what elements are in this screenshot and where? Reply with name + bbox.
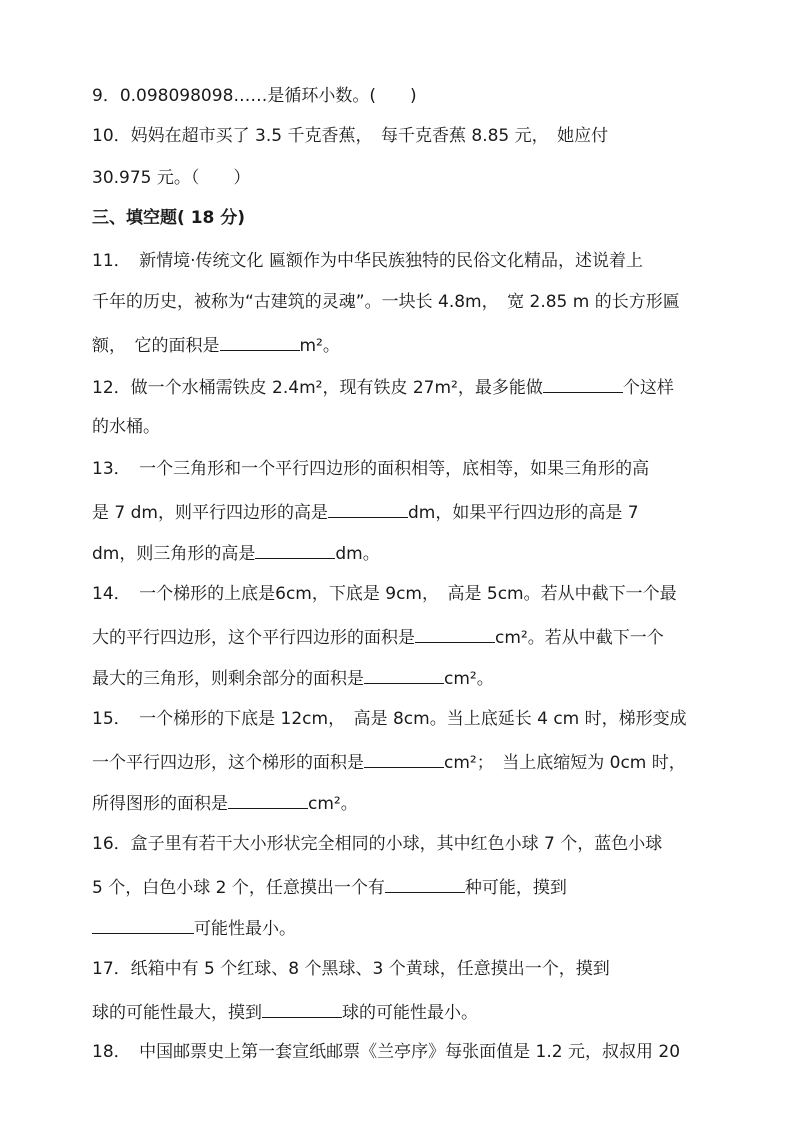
answer-blank[interactable]: [220, 332, 300, 351]
question-text: 5 个，白色小球 2 个，任意摸出一个有: [92, 878, 385, 898]
answer-blank[interactable]: [328, 499, 408, 518]
question-17-line-2: [92, 999, 706, 1025]
question-text: 所得图形的面积是: [92, 794, 228, 814]
question-text: m²。: [299, 336, 340, 356]
question-11-line-2: [92, 290, 706, 314]
question-18: [92, 1040, 706, 1064]
answer-blank[interactable]: [415, 624, 495, 643]
question-text: dm，则三角形的高是: [92, 544, 256, 564]
question-16: [92, 832, 706, 856]
question-text: 额， 它的面积是: [92, 336, 220, 356]
question-10: [92, 124, 706, 148]
question-text: cm²； 当上底缩短为 0cm 时，: [444, 753, 686, 773]
question-text: 30.975 元。（ ）: [92, 168, 251, 188]
answer-blank[interactable]: [543, 374, 623, 393]
question-13-line-3: [92, 540, 706, 566]
question-text: 大的平行四边形，这个平行四边形的面积是: [92, 628, 415, 648]
question-11-line-3: [92, 332, 706, 358]
question-text: 种可能，摸到: [464, 878, 567, 898]
question-17: [92, 957, 706, 981]
question-text: 一个平行四边形，这个梯形的面积是: [92, 753, 364, 773]
question-text: 可能性最小。: [194, 919, 296, 939]
question-text: 9．0.098098098……是循环小数。( ): [92, 86, 417, 106]
question-16-line-2: [92, 874, 706, 900]
question-12-line-2: [92, 415, 706, 439]
question-text: dm，如果平行四边形的高是 7: [407, 503, 639, 523]
question-text: 是 7 dm，则平行四边形的高是: [92, 503, 328, 523]
question-text: 10．妈妈在超市买了 3.5 千克香蕉， 每千克香蕉 8.85 元， 她应付: [92, 126, 609, 146]
question-13-line-2: [92, 499, 706, 525]
question-text: 12．做一个水桶需铁皮 2.4m²，现有铁皮 27m²，最多能做: [92, 378, 543, 398]
question-text: 17．纸箱中有 5 个红球、8 个黑球、3 个黄球，任意摸出一个，摸到: [92, 959, 610, 979]
answer-blank[interactable]: [385, 874, 465, 893]
answer-blank[interactable]: [364, 749, 444, 768]
question-text: 的水桶。: [92, 417, 160, 437]
answer-blank[interactable]: [364, 665, 444, 684]
answer-blank[interactable]: [92, 915, 194, 934]
question-14-line-3: [92, 665, 706, 691]
answer-blank[interactable]: [255, 540, 335, 559]
question-14-line-2: [92, 624, 706, 650]
question-text: 个这样: [622, 378, 674, 398]
question-text: 16．盒子里有若干大小形状完全相同的小球，其中红色小球 7 个，蓝色小球: [92, 834, 663, 854]
question-10-continued: [92, 166, 706, 190]
question-text: 球的可能性最大，摸到: [92, 1003, 262, 1023]
question-text: 最大的三角形，则剩余部分的面积是: [92, 669, 364, 689]
question-text: cm²。若从中截下一个: [495, 628, 664, 648]
question-text: 13． 一个三角形和一个平行四边形的面积相等，底相等，如果三角形的高: [92, 459, 650, 479]
question-text: 14． 一个梯形的上底是6cm，下底是 9cm， 高是 5cm。若从中截下一个最: [92, 584, 677, 604]
question-text: dm。: [335, 544, 380, 564]
answer-blank[interactable]: [262, 999, 342, 1018]
question-text: 千年的历史，被称为“古建筑的灵魂”。一块长 4.8m， 宽 2.85 m 的长方形匾: [92, 292, 680, 312]
question-13: [92, 457, 706, 481]
question-15-line-3: [92, 790, 706, 816]
question-11: [92, 249, 706, 273]
question-text: 15． 一个梯形的下底是 12cm， 高是 8cm。当上底延长 4 cm 时，梯形变成: [92, 709, 687, 729]
question-12: [92, 374, 706, 400]
question-15: [92, 707, 706, 731]
question-text: cm²。: [308, 794, 358, 814]
question-text: 18． 中国邮票史上第一套宣纸邮票《兰亭序》每张面值是 1.2 元，叔叔用 20: [92, 1042, 681, 1062]
answer-blank[interactable]: [228, 790, 308, 809]
question-text: 11． 新情境·传统文化 匾额作为中华民族独特的民俗文化精品，述说着上: [92, 251, 643, 271]
section-title: 三、填空题( 18 分): [92, 208, 246, 228]
question-text: cm²。: [444, 669, 494, 689]
question-14: [92, 582, 706, 606]
section-heading: [92, 206, 706, 230]
question-15-line-2: [92, 749, 706, 775]
question-16-line-3: [92, 915, 706, 941]
question-9: [92, 84, 706, 108]
question-text: 球的可能性最小。: [342, 1003, 478, 1023]
